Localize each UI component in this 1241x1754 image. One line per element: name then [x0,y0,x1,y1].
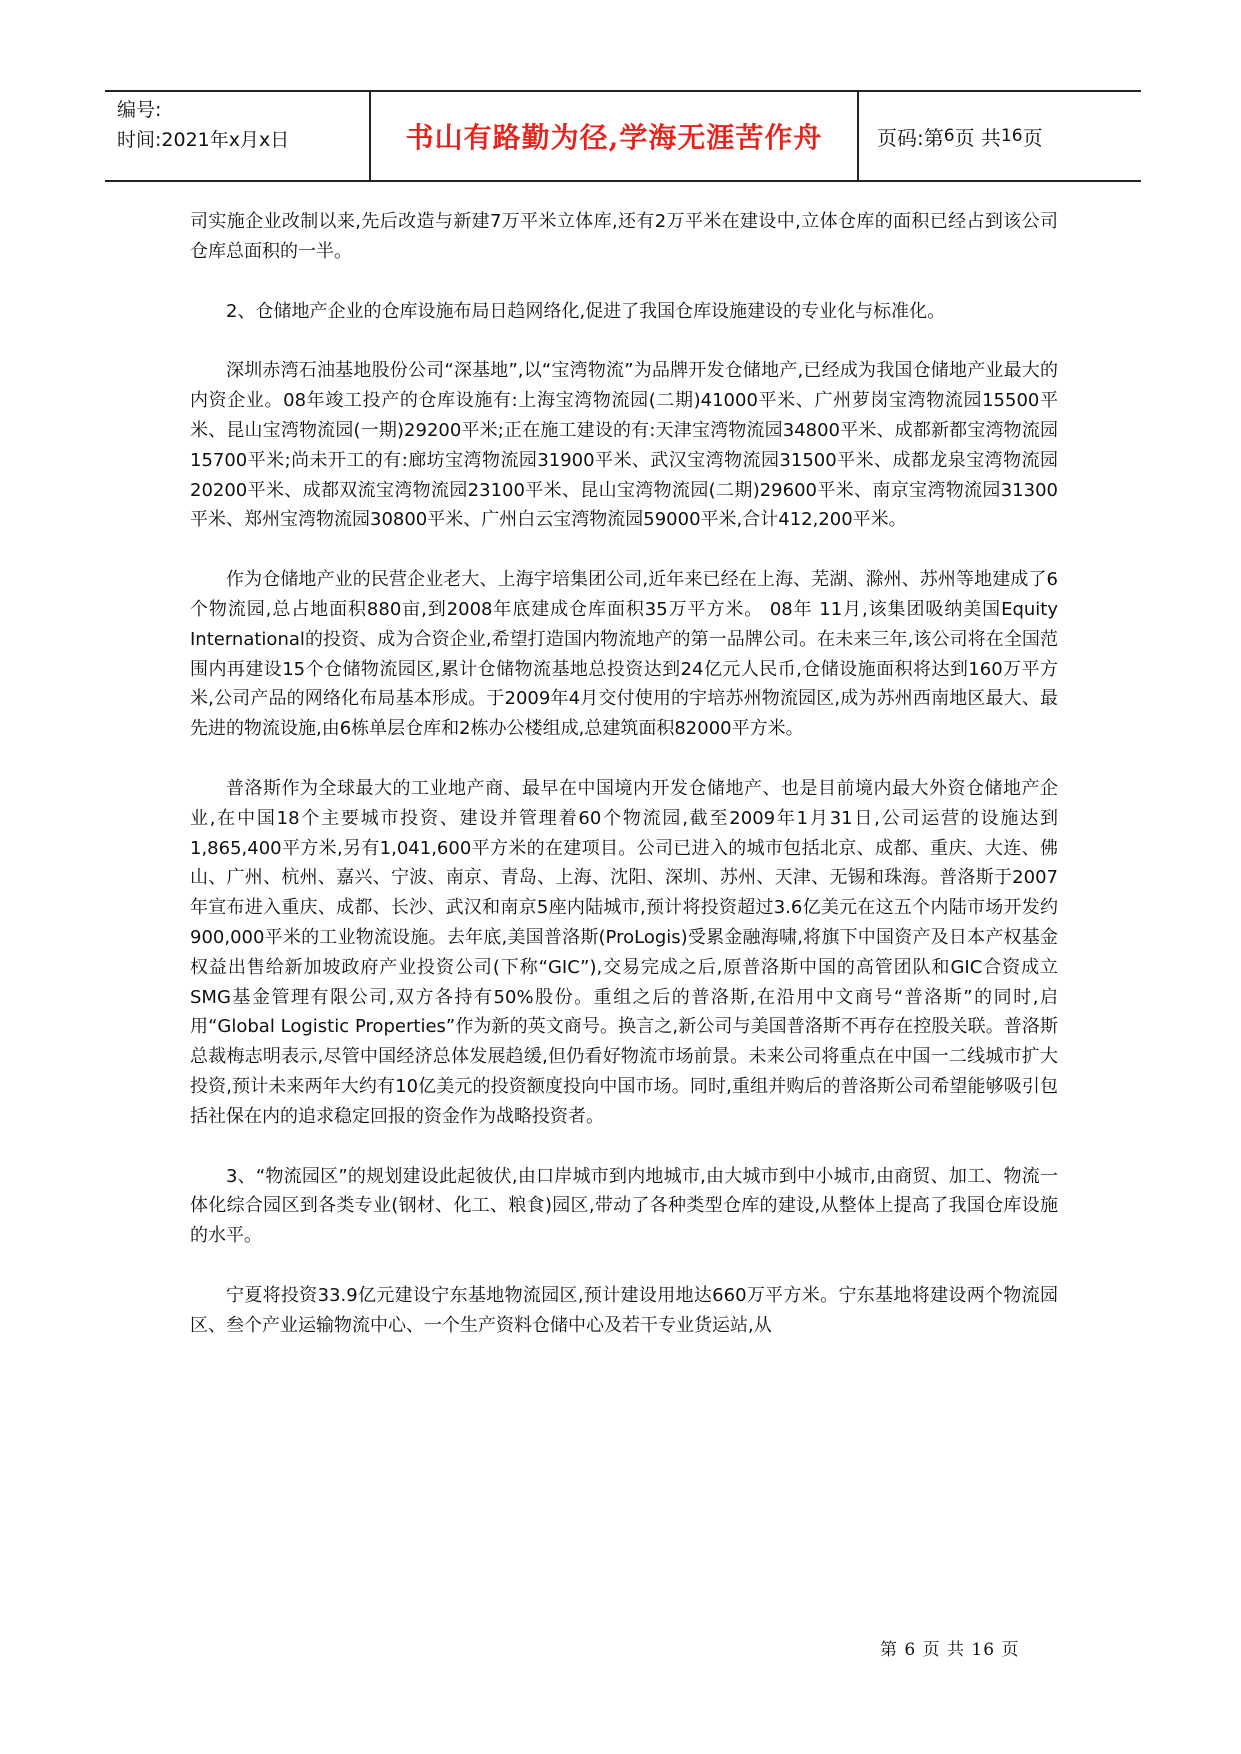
page-total-number: 16 [1000,126,1023,146]
header-motto-cell [369,92,859,180]
document-time-label: 时间:2021年x月x日 [117,129,290,151]
paragraph-ningxia: 宁夏将投资33.9亿元建设宁东基地物流园区,预计建设用地达660万平方米。宁东基地将建设两个物流园区、叁个产业运输物流中心、一个生产资料仓储中心及若干专业货运站,从 [190,1284,1058,1336]
page-current-number: 6 [943,126,955,146]
document-body [190,207,1058,1371]
page-label-suffix: 页 [1022,125,1043,150]
section-heading-3: 3、“物流园区”的规划建设此起彼伏,由口岸城市到内地城市,由大城市到中小城市,由商贸、加工、物流一体化综合园区到各类专业(钢材、化工、粮食)园区,带动了各种类型仓库的建设,从整体上提高了我国仓库设施的水平。 [190,1165,1058,1247]
page-label-prefix: 页码:第 [877,125,944,150]
paragraph-baowan: 深圳赤湾石油基地股份公司“深基地”,以“宝湾物流”为品牌开发仓储地产,已经成为我国仓储地产业最大的内资企业。08年竣工投产的仓库设施有:上海宝湾物流园(二期)41000平米、广州萝岗宝湾物流园15500平米、昆山宝湾物流园(一期)29200平米;正在施工建设的有:天津宝湾物流园34800平米、成都新都宝湾物流园15700平米;尚未开工的有:廊坊宝湾物流园31900平米、武汉宝湾物流园31500平米、成都龙泉宝湾物流园20200平米、成都双流宝湾物流园23100平米、昆山宝湾物流园(二期)29600平米、南京宝湾物流园31300平米、郑州宝湾物流园30800平米、广州白云宝湾物流园59000平米,合计412,200平米。 [190,360,1058,531]
header-page-info [859,92,1141,180]
page-footer: 第 6 页 共 16 页 [880,1640,1020,1660]
header-meta [105,92,369,180]
header-motto: 书山有路勤为径,学海无涯苦作舟 [405,121,823,154]
document-number-label: 编号: [117,99,162,121]
section-heading-2: 2、仓储地产企业的仓库设施布局日趋网络化,促进了我国仓库设施建设的专业化与标准化。 [226,300,946,322]
paragraph-yupei: 作为仓储地产业的民营企业老大、上海宇培集团公司,近年来已经在上海、芜湖、滁州、苏州等地建成了6个物流园,总占地面积880亩,到2008年底建成仓库面积35万平方米。 08年 11月,该集团吸纳美国Equity International的投资、成为合资企业,希望打造国内物流地产的第一品牌公司。在未来三年,该公司将在全国范围内再建设15个仓储物流园区,累计仓储物流基地总投资达到24亿元人民币,仓储设施面积将达到160万平方米,公司产品的网络化布局基本形成。于2009年4月交付使用的宇培苏州物流园区,成为苏州西南地区最大、最先进的物流设施,由6栋单层仓库和2栋办公楼组成,总建筑面积82000平方米。 [190,569,1058,740]
page-label-mid: 页 共 [954,125,1001,150]
paragraph-continuation: 司实施企业改制以来,先后改造与新建7万平米立体库,还有2万平米在建设中,立体仓库的面积已经占到该公司仓库总面积的一半。 [190,211,1058,262]
page-header [105,90,1141,182]
paragraph-prologis: 普洛斯作为全球最大的工业地产商、最早在中国境内开发仓储地产、也是目前境内最大外资仓储地产企业,在中国18个主要城市投资、建设并管理着60个物流园,截至2009年1月31日,公司运营的设施达到1,865,400平方米,另有1,041,600平方米的在建项目。公司已进入的城市包括北京、成都、重庆、大连、佛山、广州、杭州、嘉兴、宁波、南京、青岛、上海、沈阳、深圳、苏州、天津、无锡和珠海。普洛斯于2007年宣布进入重庆、成都、长沙、武汉和南京5座内陆城市,预计将投资超过3.6亿美元在这五个内陆市场开发约900,000平米的工业物流设施。去年底,美国普洛斯(ProLogis)受累金融海啸,将旗下中国资产及日本产权基金权益出售给新加坡政府产业投资公司(下称“GIC”),交易完成之后,原普洛斯中国的高管团队和GIC合资成立SMG基金管理有限公司,双方各持有50%股份。重组之后的普洛斯,在沿用中文商号“普洛斯”的同时,启用“Global Logistic Properties”作为新的英文商号。换言之,新公司与美国普洛斯不再存在控股关联。普洛斯总裁梅志明表示,尽管中国经济总体发展趋缓,但仍看好物流市场前景。未来公司将重点在中国一二线城市扩大投资,预计未来两年大约有10亿美元的投资额度投向中国市场。同时,重组并购后的普洛斯公司希望能够吸引包括社保在内的追求稳定回报的资金作为战略投资者。 [190,777,1058,1127]
